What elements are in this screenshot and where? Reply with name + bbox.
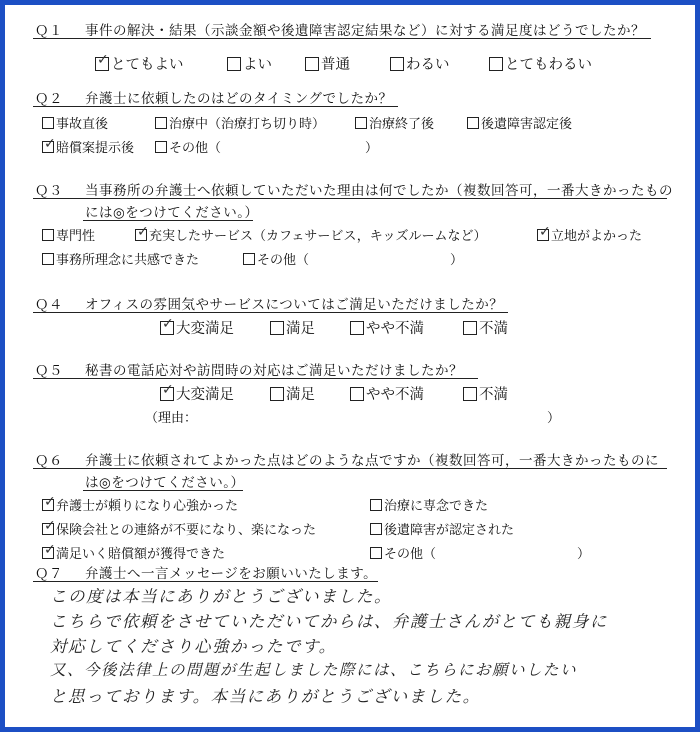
q6-question: Ｑ６ 弁護士に依頼されてよかった点はどのような点ですか（複数回答可，一番大きかったものに (35, 453, 659, 469)
check-mark-icon: ✓ (44, 541, 56, 558)
q5-option-somewhat-dissatisfied[interactable]: やや不満 (350, 383, 424, 404)
q5-option-satisfied[interactable]: 満足 (270, 383, 315, 404)
q3-other-close-paren: ） (450, 253, 464, 268)
q2-option-other[interactable]: その他（ (155, 137, 221, 156)
q6-question-line2: は◎をつけてください。） (85, 475, 245, 491)
handwritten-message-line-4: 又、今後法律上の問題が生起しました際には、こちらにお願いしたい (50, 661, 578, 679)
q3-underline-1 (33, 198, 667, 199)
q4-option-dissatisfied[interactable]: 不満 (463, 317, 508, 338)
checkbox[interactable] (489, 57, 503, 71)
q1-option-good[interactable]: よい (227, 53, 272, 74)
check-mark-icon: ✓ (137, 223, 149, 240)
q6-option-other[interactable]: その他（ (370, 543, 436, 562)
q1-option-normal[interactable]: 普通 (305, 53, 350, 74)
check-mark-icon: ✓ (162, 381, 174, 398)
q2-underline (33, 106, 398, 107)
q3-question: Ｑ３ 当事務所の弁護士へ依頼していただいた理由は何でしたか（複数回答可，一番大きかったもの (35, 183, 673, 199)
q2-other-close-paren: ） (365, 141, 379, 156)
q3-option-other[interactable]: その他（ (243, 249, 309, 268)
q6-underline-1 (33, 468, 667, 469)
q2-option-after-settlement-offer[interactable]: ✓ 賠償案提示後 (44, 135, 135, 156)
q5-reason-close: ） (547, 411, 561, 426)
q2-option-right-after-accident[interactable]: 事故直後 (42, 113, 108, 132)
q3-option-philosophy[interactable]: 事務所理念に共感できた (42, 249, 199, 268)
handwritten-message-line-2: こちらで依頼をさせていただいてからは、弁護士さんがとても親身に (50, 612, 608, 631)
checkbox[interactable] (305, 57, 319, 71)
q3-option-services[interactable]: ✓ 充実したサービス（カフェサービス，キッズルームなど） (137, 223, 487, 244)
q5-question: Ｑ５ 秘書の電話応対や訪問時の対応はご満足いただけましたか？ (35, 363, 463, 379)
q2-option-after-treatment[interactable]: 治療終了後 (355, 113, 434, 132)
q1-option-bad[interactable]: わるい (390, 53, 450, 74)
q1-question (35, 19, 645, 39)
checkbox[interactable] (390, 57, 404, 71)
q6-option-disability-certified[interactable]: 後遺障害が認定された (370, 519, 514, 538)
q1-number: Ｑ１ (35, 23, 63, 39)
q5-underline (33, 378, 478, 379)
q6-other-close-paren: ） (577, 547, 591, 562)
check-mark-icon: ✓ (97, 51, 109, 68)
check-mark-icon: ✓ (44, 517, 56, 534)
q6-option-no-insurance-contact[interactable]: ✓ 保険会社との連絡が不要になり、楽になった (44, 517, 317, 538)
checkbox[interactable] (95, 51, 109, 71)
q6-underline-2 (83, 490, 243, 491)
check-mark-icon: ✓ (44, 493, 56, 510)
handwritten-message-line-5: と思っております。本当にありがとうございました。 (50, 687, 481, 706)
q7-question: Ｑ７ 弁護士へ一言メッセージをお願いいたします。 (35, 566, 378, 582)
check-mark-icon: ✓ (44, 135, 56, 152)
handwritten-message-line-3: 対応してくださり心強かったです。 (50, 637, 337, 656)
q6-option-reliable[interactable]: ✓ 弁護士が頼りになり心強かった (44, 493, 239, 514)
q2-option-during-treatment[interactable]: 治療中（治療打ち切り時） (155, 113, 325, 132)
handwritten-message-line-1: この度は本当にありがとうございました。 (50, 587, 392, 606)
q2-question: Ｑ２ 弁護士に依頼したのはどのタイミングでしたか？ (35, 91, 393, 107)
q5-option-dissatisfied[interactable]: 不満 (463, 383, 508, 404)
q6-option-satisfactory-compensation[interactable]: ✓ 満足いく賠償額が獲得できた (44, 541, 226, 562)
q1-option-very-bad[interactable]: とてもわるい (489, 53, 592, 74)
q5-option-very-satisfied[interactable]: ✓ 大変満足 (162, 381, 234, 403)
q3-option-location[interactable]: ✓ 立地がよかった (539, 223, 643, 244)
q5-reason-label: （理由： (145, 411, 198, 426)
q4-option-very-satisfied[interactable]: ✓ 大変満足 (162, 315, 234, 337)
q4-question: Ｑ４ オフィスの雰囲気やサービスについてはご満足いただけましたか？ (35, 297, 504, 313)
q1-option-very-good[interactable]: ✓ とてもよい (97, 51, 184, 73)
q4-option-satisfied[interactable]: 満足 (270, 317, 315, 338)
q1-underline (33, 38, 651, 39)
q4-option-somewhat-dissatisfied[interactable]: やや不満 (350, 317, 424, 338)
check-mark-icon: ✓ (539, 223, 551, 240)
checkbox[interactable] (227, 57, 241, 71)
q1-text: 事件の解決・結果（示談金額や後遺障害認定結果など）に対する満足度はどうでしたか？ (85, 23, 645, 39)
q3-underline-2 (83, 220, 253, 221)
q6-option-focus-treatment[interactable]: 治療に専念できた (370, 495, 488, 514)
q2-option-after-disability-cert[interactable]: 後遺障害認定後 (467, 113, 572, 132)
q4-underline (33, 312, 508, 313)
check-mark-icon: ✓ (162, 315, 174, 332)
q3-question-line2: には◎をつけてください。） (85, 205, 259, 221)
q7-underline (33, 581, 378, 582)
q3-option-expertise[interactable]: 専門性 (42, 225, 95, 244)
